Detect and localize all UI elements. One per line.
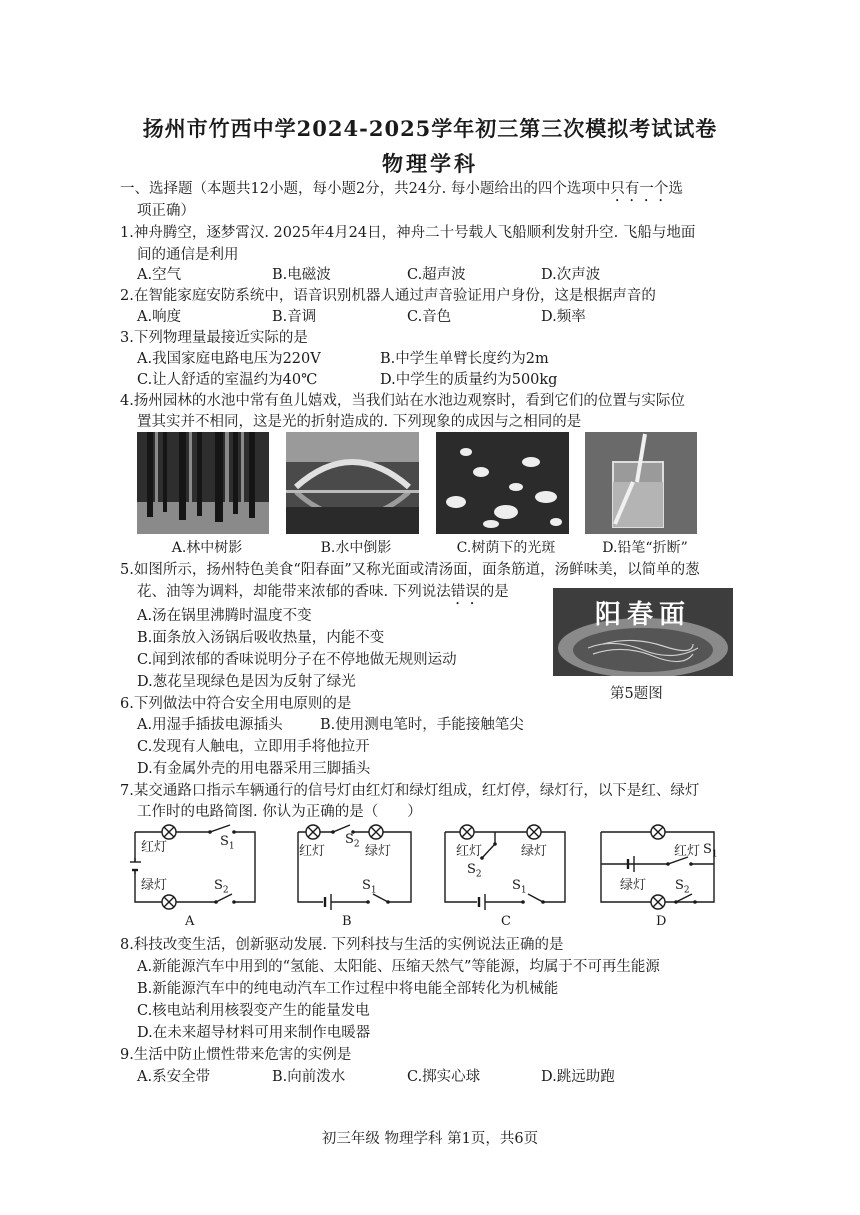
circuit-d — [596, 822, 721, 914]
q3-option-a: A.我国家庭电路电压为220V — [137, 351, 321, 367]
q2-stem: 2.在智能家庭安防系统中，语音识别机器人通过声音验证用户身份，这是根据声音的 — [120, 288, 656, 304]
section-heading-emph: 只有一个 — [610, 181, 669, 197]
q8-option-c: C.核电站利用核裂变产生的能量发电 — [137, 1003, 370, 1019]
circuit-b-s2-letter: S — [345, 832, 354, 847]
forest-shadow-photo — [137, 432, 269, 534]
circuit-a-label: A — [185, 914, 195, 929]
circuit-c-s1 — [512, 876, 527, 901]
circuit-d-s2-letter: S — [675, 878, 684, 893]
q6-option-d: D.有金属外壳的用电器采用三脚插头 — [137, 761, 371, 777]
q3-stem: 3.下列物理量最接近实际的是 — [120, 330, 308, 346]
q7-stem-line2: 工作时的电路简图. 你认为正确的是（ ） — [137, 804, 422, 820]
q9-option-b: B.向前泼水 — [272, 1069, 346, 1085]
q1-option-c: C.超声波 — [407, 267, 466, 283]
q4-caption-a: A.林中树影 — [171, 540, 243, 556]
circuit-d-s2-sub: 2 — [683, 885, 690, 896]
q4-stem-line2: 置其实并不相同，这是光的折射造成的. 下列现象的成因与之相同的是 — [137, 414, 582, 430]
circuit-b-green-label: 绿灯 — [365, 844, 392, 859]
q3-option-c: C.让人舒适的室温约为40℃ — [137, 372, 318, 388]
light-spots-photo — [436, 432, 569, 534]
circuit-b-s2 — [345, 830, 360, 855]
circuit-c-s2-letter: S — [467, 862, 476, 877]
q1-stem: 1.神舟腾空，逐梦霄汉. 2025年4月24日，神舟二十号载人飞船顺利发射升空. 飞船与地面 — [120, 225, 696, 241]
q8-option-a: A.新能源汽车中用到的“氢能、太阳能、压缩天然气”等能源，均属于不可再生能源 — [137, 959, 660, 975]
circuit-b-s1 — [362, 876, 377, 901]
q4-caption-d: D.铅笔“折断” — [602, 540, 688, 556]
circuit-c-red-label: 红灯 — [456, 844, 483, 859]
exam-subject: 物理学科 — [382, 151, 478, 176]
q1-option-b: B.电磁波 — [272, 267, 331, 283]
circuit-d-s1-letter: S — [703, 842, 712, 857]
q5-stem: 5.如图所示，扬州特色美食“阳春面”又称光面或清汤面，面条筋道，汤鲜味美，以简单的葱 — [120, 562, 700, 578]
section-heading-suffix: 选 — [668, 181, 683, 197]
q4-caption-c: C.树荫下的光斑 — [456, 540, 556, 556]
circuit-a-s2 — [214, 876, 229, 901]
circuit-c-s2-sub: 2 — [475, 869, 482, 880]
q6-option-a: A.用湿手插拔电源插头 — [137, 717, 283, 733]
q6-option-b: B.使用测电笔时，手能接触笔尖 — [320, 717, 524, 733]
circuit-b-s1-sub: 1 — [370, 885, 377, 896]
q4-caption-b: B.水中倒影 — [320, 540, 392, 556]
q4-stem: 4.扬州园林的水池中常有鱼儿嬉戏，当我们站在水池边观察时，看到它们的位置与实际位 — [120, 393, 685, 409]
q5-option-a: A.汤在锅里沸腾时温度不变 — [137, 608, 312, 624]
q2-option-a: A.响度 — [137, 309, 182, 325]
circuit-a-s1-sub: 1 — [228, 841, 235, 852]
q5-option-c: C.闻到浓郁的香味说明分子在不停地做无规则运动 — [137, 652, 457, 668]
circuit-d-s2 — [675, 876, 690, 901]
q1-option-a: A.空气 — [137, 267, 182, 283]
q8-option-b: B.新能源汽车中的纯电动汽车工作过程中将电能全部转化为机械能 — [137, 981, 559, 997]
circuit-b-red-label: 红灯 — [299, 844, 326, 859]
q9-option-a: A.系安全带 — [137, 1069, 211, 1085]
section-heading-prefix: 一、选择题（本题共12小题，每小题2分，共24分. 每小题给出的四个选项中 — [120, 181, 611, 197]
circuit-c-label: C — [501, 914, 511, 929]
q5-stem-suffix: 的是 — [479, 584, 509, 600]
q5-option-b: B.面条放入汤锅后吸收热量，内能不变 — [137, 630, 385, 646]
circuit-d-s1 — [703, 840, 718, 865]
circuit-a-green-label: 绿灯 — [141, 878, 168, 893]
circuit-a-s2-letter: S — [214, 878, 223, 893]
q8-stem: 8.科技改变生活，创新驱动发展. 下列科技与生活的实例说法正确的是 — [120, 937, 564, 953]
q8-option-d: D.在未来超导材料可用来制作电暖器 — [137, 1025, 371, 1041]
exam-title: 扬州市竹西中学2024-2025学年初三第三次模拟考试试卷 — [142, 116, 718, 141]
q7-stem: 7.某交通路口指示车辆通行的信号灯由红灯和绿灯组成，红灯停，绿灯行，以下是红、绿灯 — [120, 783, 700, 799]
q3-option-b: B.中学生单臂长度约为2m — [380, 351, 549, 367]
circuit-b-s1-letter: S — [362, 878, 371, 893]
q5-figure-caption: 第5题图 — [610, 686, 663, 702]
circuit-a-s2-sub: 2 — [222, 885, 229, 896]
q5-stem-emph: 错误 — [450, 584, 480, 600]
q9-stem: 9.生活中防止惯性带来危害的实例是 — [120, 1047, 352, 1063]
circuit-a-s1-letter: S — [220, 834, 229, 849]
q5-stem-prefix: 花、油等为调料，却能带来浓郁的香味. 下列说法 — [137, 584, 451, 600]
q5-option-d: D.葱花呈现绿色是因为反射了绿光 — [137, 674, 356, 690]
yangchun-noodles-photo — [553, 588, 733, 676]
circuit-c-green-label: 绿灯 — [521, 844, 548, 859]
circuit-c — [440, 822, 570, 914]
q9-option-c: C.掷实心球 — [407, 1069, 481, 1085]
circuit-a — [130, 822, 260, 914]
circuit-b-s2-sub: 2 — [353, 839, 360, 850]
q2-option-d: D.频率 — [541, 309, 586, 325]
section-heading — [120, 179, 683, 205]
q2-option-b: B.音调 — [272, 309, 317, 325]
section-heading-line2: 项正确） — [137, 203, 195, 219]
noodles-image-text: 阳春面 — [594, 600, 691, 630]
circuit-b-label: B — [342, 914, 352, 929]
q9-option-d: D.跳远助跑 — [541, 1069, 615, 1085]
q5-stem-line2 — [137, 582, 509, 608]
circuit-a-red-label: 红灯 — [141, 840, 168, 855]
bridge-reflection-photo — [286, 432, 419, 534]
circuit-d-green-label: 绿灯 — [620, 878, 647, 893]
circuit-d-label: D — [656, 914, 667, 929]
circuit-d-s1-sub: 1 — [711, 849, 718, 860]
q3-option-d: D.中学生的质量约为500kg — [380, 372, 558, 388]
circuit-a-s1 — [220, 832, 235, 857]
circuit-c-s2 — [467, 860, 482, 885]
q1-option-d: D.次声波 — [541, 267, 601, 283]
q6-stem: 6.下列做法中符合安全用电原则的是 — [120, 696, 352, 712]
q2-option-c: C.音色 — [407, 309, 452, 325]
circuit-d-red-label: 红灯 — [674, 844, 701, 859]
page-footer: 初三年级 物理学科 第1页，共6页 — [321, 1131, 539, 1147]
circuit-c-s1-sub: 1 — [520, 885, 527, 896]
q6-option-c: C.发现有人触电，立即用手将他拉开 — [137, 739, 370, 755]
q1-stem-line2: 间的通信是利用 — [137, 247, 239, 263]
circuit-c-s1-letter: S — [512, 878, 521, 893]
bent-pencil-photo — [585, 432, 697, 534]
